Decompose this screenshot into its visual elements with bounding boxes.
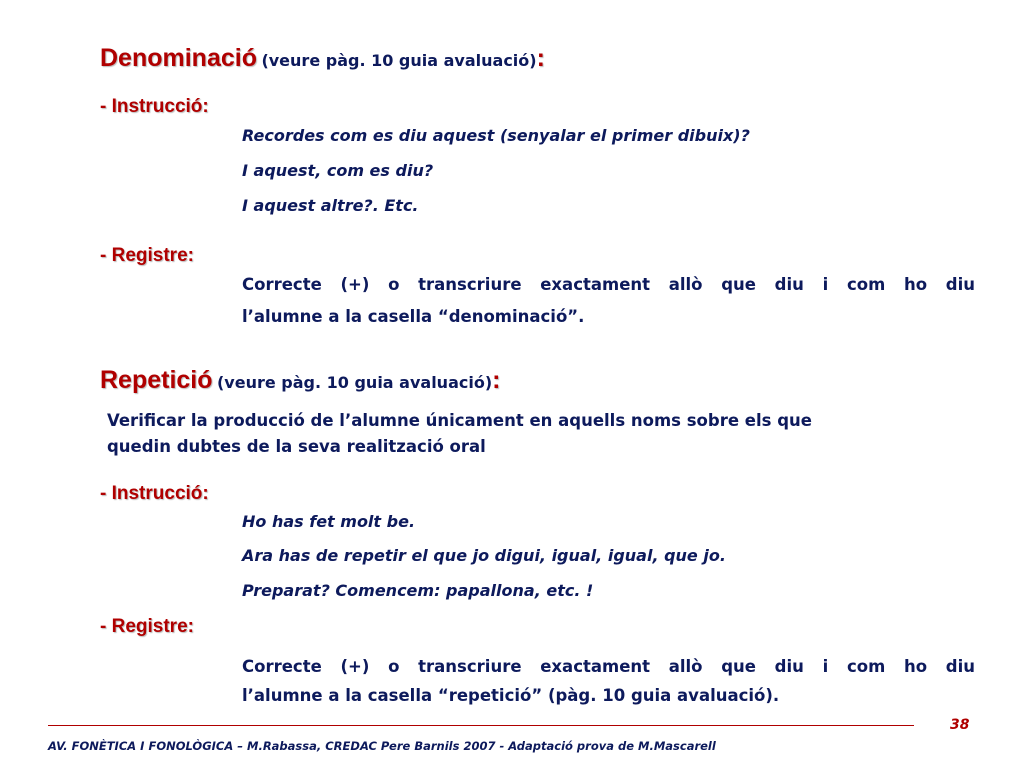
repeticio-instruccio-line-1: Ho has fet molt be.: [242, 512, 416, 531]
denominacio-registre-label: - Registre:: [100, 245, 194, 266]
repeticio-registre-line-1: Correcte (+) o transcriure exactament allò que diu i com ho diu: [242, 657, 975, 676]
repeticio-heading: [100, 366, 500, 395]
denominacio-instruccio-line-2: I aquest, com es diu?: [242, 161, 434, 180]
repeticio-colon: :: [492, 366, 501, 394]
repeticio-instruccio-label: - Instrucció:: [100, 483, 209, 504]
repeticio-intro-line-2: quedin dubtes de la seva realització oral: [107, 437, 486, 456]
denominacio-title: Denominació: [100, 44, 257, 72]
footer-divider: [48, 725, 914, 726]
repeticio-intro-line-1: Verificar la producció de l’alumne únicament en aquells noms sobre els que: [107, 411, 812, 430]
denominacio-instruccio-line-1: Recordes com es diu aquest (senyalar el primer dibuix)?: [242, 126, 750, 145]
repeticio-instruccio-line-2: Ara has de repetir el que jo digui, igual, igual, que jo.: [242, 546, 726, 565]
repeticio-reference: (veure pàg. 10 guia avaluació): [216, 373, 493, 392]
footer-credits: AV. FONÈTICA I FONOLÒGICA – M.Rabassa, CREDAC Pere Barnils 2007 - Adaptació prova de M.Mascarell: [48, 739, 716, 753]
repeticio-instruccio-line-3: Preparat? Comencem: papallona, etc. !: [242, 581, 594, 600]
denominacio-instruccio-label: - Instrucció:: [100, 96, 209, 117]
denominacio-colon: :: [536, 44, 545, 72]
denominacio-reference: (veure pàg. 10 guia avaluació): [261, 51, 537, 70]
page-number: 38: [950, 717, 970, 733]
repeticio-registre-label: - Registre:: [100, 616, 194, 637]
denominacio-heading: [100, 44, 545, 73]
denominacio-instruccio-line-3: I aquest altre?. Etc.: [242, 196, 419, 215]
denominacio-registre-line-1: Correcte (+) o transcriure exactament allò que diu i com ho diu: [242, 275, 975, 294]
repeticio-title: Repetició: [100, 366, 213, 394]
repeticio-registre-line-2: l’alumne a la casella “repetició” (pàg. 10 guia avaluació).: [242, 686, 780, 705]
denominacio-registre-line-2: l’alumne a la casella “denominació”.: [242, 307, 585, 326]
